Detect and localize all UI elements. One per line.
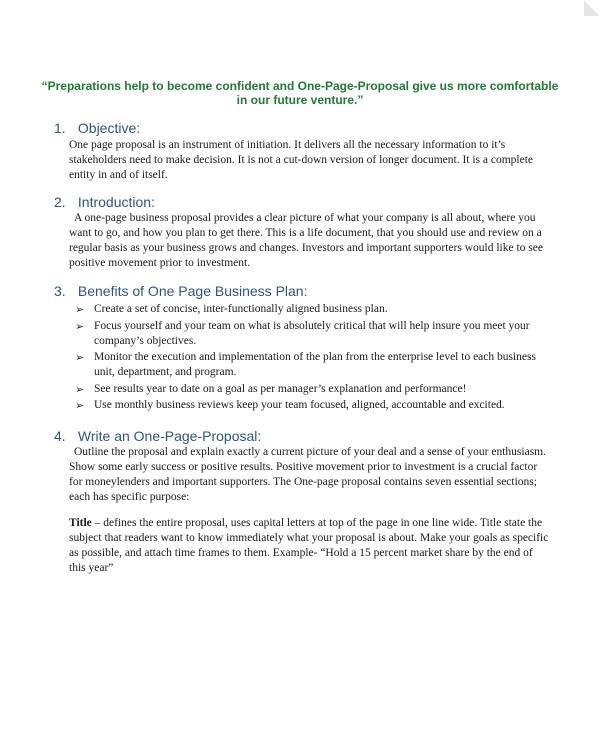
- section-title: Introduction:: [77, 194, 155, 210]
- benefits-list: [75, 302, 555, 415]
- title-term: Title: [69, 517, 92, 529]
- section-heading-introduction: [54, 194, 155, 211]
- section-number: 2.: [54, 194, 66, 210]
- arrow-bullet-icon: ➢: [75, 351, 85, 364]
- section-title: Objective:: [77, 120, 141, 136]
- list-item: [75, 398, 555, 413]
- arrow-bullet-icon: ➢: [75, 303, 85, 316]
- list-item-text: Create a set of concise, inter-functionally aligned business plan.: [94, 303, 388, 315]
- title-definition-text: – defines the entire proposal, uses capital letters at top of the page in one line wide. Title state the subject that readers want to know immediately what your proposal is about. Make your goals as specific as possible, and attach time frames to them. Example- “Hold a 15 percent market share by the end of this year”: [69, 517, 549, 574]
- list-item-text: Focus yourself and your team on what is absolutely critical that will help insure you meet your company’s objectives.: [94, 319, 530, 347]
- section-heading-objective: [54, 120, 140, 137]
- objective-paragraph: One page proposal is an instrument of initiation. It delivers all the necessary information to it’s stakeholders need to make decision. It is not a cut-down version of longer document. It is a complete entity in and of itself.: [69, 139, 534, 181]
- section-number: 3.: [54, 283, 66, 299]
- arrow-bullet-icon: ➢: [75, 399, 85, 412]
- list-item-text: See results year to date on a goal as per manager’s explanation and performance!: [94, 382, 467, 395]
- write-proposal-paragraph: Outline the proposal and explain exactly a current picture of your deal and a sense of your enthusiasm. Show some early success or positive results. Positive movement prior to investment is a crucial factor for moneylenders and important supporters. The One-page proposal contains seven essential sections; each has specific purpose:: [69, 446, 546, 503]
- intro-quote: “Preparations help to become confident and One-Page-Proposal give us more comfortable in our future venture.”: [41, 79, 559, 107]
- introduction-paragraph: A one-page business proposal provides a clear picture of what your company is all about, where you want to go, and how you plan to get there. This is a life document, that you should use and review on a regular basis as your business grows and changes. Investors and important supporters would like to see positive movement prior to investment.: [69, 212, 543, 269]
- list-item: [75, 302, 555, 317]
- title-definition-paragraph: [69, 516, 551, 576]
- list-item-text: Monitor the execution and implementation of the plan from the enterprise level to each business unit, department, and program.: [94, 351, 536, 378]
- list-item: [75, 382, 555, 397]
- arrow-bullet-icon: ➢: [75, 382, 85, 396]
- section-heading-write-proposal: [54, 428, 261, 445]
- section-title: Benefits of One Page Business Plan:: [77, 283, 308, 299]
- page-corner-fold: [584, 0, 600, 16]
- section-title: Write an One-Page-Proposal:: [77, 428, 262, 444]
- section-number: 4.: [54, 428, 66, 444]
- list-item: [75, 319, 555, 349]
- arrow-bullet-icon: ➢: [75, 319, 85, 333]
- list-item: [75, 350, 555, 380]
- list-item-text: Use monthly business reviews keep your team focused, aligned, accountable and excited.: [94, 399, 505, 411]
- section-number: 1.: [54, 120, 66, 136]
- section-heading-benefits: [54, 283, 307, 300]
